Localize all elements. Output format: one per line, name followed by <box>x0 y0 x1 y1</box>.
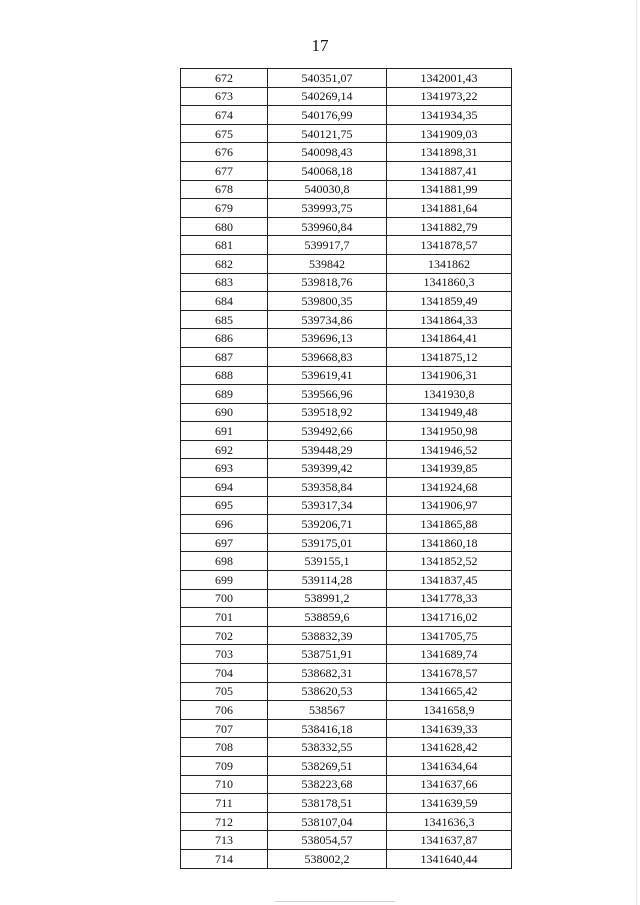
point-number-cell: 699 <box>181 571 268 590</box>
table-row <box>181 552 512 571</box>
point-number-cell: 705 <box>181 682 268 701</box>
table-row <box>181 496 512 515</box>
coordinates-table-body <box>181 69 512 869</box>
x-coordinate-cell: 540351,07 <box>268 69 387 88</box>
y-coordinate-cell: 1341637,87 <box>387 831 512 850</box>
y-coordinate-cell: 1341939,85 <box>387 459 512 478</box>
x-coordinate-cell: 539668,83 <box>268 347 387 366</box>
x-coordinate-cell: 538859,6 <box>268 608 387 627</box>
x-coordinate-cell: 538620,53 <box>268 682 387 701</box>
x-coordinate-cell: 539155,1 <box>268 552 387 571</box>
x-coordinate-cell: 538416,18 <box>268 719 387 738</box>
y-coordinate-cell: 1341887,41 <box>387 161 512 180</box>
table-row <box>181 124 512 143</box>
x-coordinate-cell: 539175,01 <box>268 533 387 552</box>
point-number-cell: 680 <box>181 217 268 236</box>
point-number-cell: 704 <box>181 664 268 683</box>
y-coordinate-cell: 1341628,42 <box>387 738 512 757</box>
table-row <box>181 273 512 292</box>
x-coordinate-cell: 539619,41 <box>268 366 387 385</box>
table-row <box>181 292 512 311</box>
page-number: 17 <box>311 36 329 55</box>
x-coordinate-cell: 540269,14 <box>268 87 387 106</box>
point-number-cell: 686 <box>181 329 268 348</box>
scan-artifact-line <box>275 901 395 902</box>
point-number-cell: 698 <box>181 552 268 571</box>
y-coordinate-cell: 1341705,75 <box>387 626 512 645</box>
point-number-cell: 691 <box>181 422 268 441</box>
y-coordinate-cell: 1342001,43 <box>387 69 512 88</box>
x-coordinate-cell: 539492,66 <box>268 422 387 441</box>
y-coordinate-cell: 1341973,22 <box>387 87 512 106</box>
point-number-cell: 714 <box>181 849 268 868</box>
x-coordinate-cell: 539399,42 <box>268 459 387 478</box>
x-coordinate-cell: 539993,75 <box>268 199 387 218</box>
point-number-cell: 708 <box>181 738 268 757</box>
point-number-cell: 701 <box>181 608 268 627</box>
y-coordinate-cell: 1341906,97 <box>387 496 512 515</box>
y-coordinate-cell: 1341634,64 <box>387 756 512 775</box>
x-coordinate-cell: 539566,96 <box>268 385 387 404</box>
table-row <box>181 143 512 162</box>
x-coordinate-cell: 538832,39 <box>268 626 387 645</box>
coordinates-table <box>180 68 512 869</box>
point-number-cell: 690 <box>181 403 268 422</box>
point-number-cell: 687 <box>181 347 268 366</box>
table-row <box>181 366 512 385</box>
table-row <box>181 533 512 552</box>
table-row <box>181 849 512 868</box>
table-row <box>181 608 512 627</box>
point-number-cell: 709 <box>181 756 268 775</box>
point-number-cell: 712 <box>181 812 268 831</box>
y-coordinate-cell: 1341881,99 <box>387 180 512 199</box>
table-row <box>181 589 512 608</box>
table-row <box>181 310 512 329</box>
table-row <box>181 161 512 180</box>
table-row <box>181 69 512 88</box>
x-coordinate-cell: 538054,57 <box>268 831 387 850</box>
point-number-cell: 692 <box>181 440 268 459</box>
y-coordinate-cell: 1341636,3 <box>387 812 512 831</box>
point-number-cell: 674 <box>181 106 268 125</box>
point-number-cell: 713 <box>181 831 268 850</box>
point-number-cell: 693 <box>181 459 268 478</box>
x-coordinate-cell: 540030,8 <box>268 180 387 199</box>
table-row <box>181 478 512 497</box>
x-coordinate-cell: 539448,29 <box>268 440 387 459</box>
y-coordinate-cell: 1341946,52 <box>387 440 512 459</box>
y-coordinate-cell: 1341860,18 <box>387 533 512 552</box>
x-coordinate-cell: 540068,18 <box>268 161 387 180</box>
point-number-cell: 672 <box>181 69 268 88</box>
point-number-cell: 696 <box>181 515 268 534</box>
x-coordinate-cell: 539842 <box>268 254 387 273</box>
point-number-cell: 679 <box>181 199 268 218</box>
table-row <box>181 626 512 645</box>
y-coordinate-cell: 1341658,9 <box>387 701 512 720</box>
y-coordinate-cell: 1341640,44 <box>387 849 512 868</box>
table-row <box>181 87 512 106</box>
x-coordinate-cell: 539358,84 <box>268 478 387 497</box>
x-coordinate-cell: 540121,75 <box>268 124 387 143</box>
x-coordinate-cell: 540098,43 <box>268 143 387 162</box>
table-row <box>181 180 512 199</box>
point-number-cell: 681 <box>181 236 268 255</box>
point-number-cell: 700 <box>181 589 268 608</box>
x-coordinate-cell: 539206,71 <box>268 515 387 534</box>
point-number-cell: 684 <box>181 292 268 311</box>
point-number-cell: 702 <box>181 626 268 645</box>
y-coordinate-cell: 1341837,45 <box>387 571 512 590</box>
x-coordinate-cell: 538223,68 <box>268 775 387 794</box>
y-coordinate-cell: 1341924,68 <box>387 478 512 497</box>
table-row <box>181 664 512 683</box>
y-coordinate-cell: 1341689,74 <box>387 645 512 664</box>
table-row <box>181 701 512 720</box>
y-coordinate-cell: 1341852,52 <box>387 552 512 571</box>
scan-edge-line <box>636 0 637 905</box>
point-number-cell: 676 <box>181 143 268 162</box>
y-coordinate-cell: 1341864,41 <box>387 329 512 348</box>
table-row <box>181 217 512 236</box>
table-row <box>181 775 512 794</box>
point-number-cell: 707 <box>181 719 268 738</box>
x-coordinate-cell: 538002,2 <box>268 849 387 868</box>
point-number-cell: 683 <box>181 273 268 292</box>
x-coordinate-cell: 538269,51 <box>268 756 387 775</box>
x-coordinate-cell: 539960,84 <box>268 217 387 236</box>
x-coordinate-cell: 538991,2 <box>268 589 387 608</box>
x-coordinate-cell: 540176,99 <box>268 106 387 125</box>
y-coordinate-cell: 1341865,88 <box>387 515 512 534</box>
table-row <box>181 403 512 422</box>
table-row <box>181 254 512 273</box>
y-coordinate-cell: 1341860,3 <box>387 273 512 292</box>
x-coordinate-cell: 539518,92 <box>268 403 387 422</box>
y-coordinate-cell: 1341934,35 <box>387 106 512 125</box>
table-row <box>181 831 512 850</box>
table-row <box>181 515 512 534</box>
y-coordinate-cell: 1341950,98 <box>387 422 512 441</box>
y-coordinate-cell: 1341864,33 <box>387 310 512 329</box>
table-row <box>181 645 512 664</box>
point-number-cell: 710 <box>181 775 268 794</box>
y-coordinate-cell: 1341882,79 <box>387 217 512 236</box>
y-coordinate-cell: 1341639,59 <box>387 794 512 813</box>
x-coordinate-cell: 539696,13 <box>268 329 387 348</box>
y-coordinate-cell: 1341949,48 <box>387 403 512 422</box>
table-row <box>181 347 512 366</box>
table-row <box>181 571 512 590</box>
table-row <box>181 236 512 255</box>
point-number-cell: 677 <box>181 161 268 180</box>
table-row <box>181 385 512 404</box>
y-coordinate-cell: 1341778,33 <box>387 589 512 608</box>
point-number-cell: 673 <box>181 87 268 106</box>
y-coordinate-cell: 1341637,66 <box>387 775 512 794</box>
x-coordinate-cell: 538107,04 <box>268 812 387 831</box>
point-number-cell: 688 <box>181 366 268 385</box>
table-row <box>181 459 512 478</box>
y-coordinate-cell: 1341909,03 <box>387 124 512 143</box>
x-coordinate-cell: 539317,34 <box>268 496 387 515</box>
table-row <box>181 199 512 218</box>
y-coordinate-cell: 1341906,31 <box>387 366 512 385</box>
point-number-cell: 675 <box>181 124 268 143</box>
point-number-cell: 685 <box>181 310 268 329</box>
y-coordinate-cell: 1341859,49 <box>387 292 512 311</box>
x-coordinate-cell: 538682,31 <box>268 664 387 683</box>
y-coordinate-cell: 1341875,12 <box>387 347 512 366</box>
y-coordinate-cell: 1341898,31 <box>387 143 512 162</box>
x-coordinate-cell: 538332,55 <box>268 738 387 757</box>
y-coordinate-cell: 1341665,42 <box>387 682 512 701</box>
y-coordinate-cell: 1341639,33 <box>387 719 512 738</box>
y-coordinate-cell: 1341930,8 <box>387 385 512 404</box>
x-coordinate-cell: 539114,28 <box>268 571 387 590</box>
point-number-cell: 711 <box>181 794 268 813</box>
y-coordinate-cell: 1341878,57 <box>387 236 512 255</box>
x-coordinate-cell: 538751,91 <box>268 645 387 664</box>
x-coordinate-cell: 539917,7 <box>268 236 387 255</box>
table-row <box>181 719 512 738</box>
point-number-cell: 689 <box>181 385 268 404</box>
x-coordinate-cell: 539818,76 <box>268 273 387 292</box>
y-coordinate-cell: 1341716,02 <box>387 608 512 627</box>
table-row <box>181 794 512 813</box>
point-number-cell: 706 <box>181 701 268 720</box>
point-number-cell: 697 <box>181 533 268 552</box>
point-number-cell: 682 <box>181 254 268 273</box>
table-row <box>181 682 512 701</box>
point-number-cell: 678 <box>181 180 268 199</box>
table-row <box>181 738 512 757</box>
x-coordinate-cell: 538178,51 <box>268 794 387 813</box>
point-number-cell: 695 <box>181 496 268 515</box>
table-row <box>181 440 512 459</box>
x-coordinate-cell: 539734,86 <box>268 310 387 329</box>
x-coordinate-cell: 539800,35 <box>268 292 387 311</box>
table-row <box>181 756 512 775</box>
y-coordinate-cell: 1341678,57 <box>387 664 512 683</box>
table-row <box>181 106 512 125</box>
y-coordinate-cell: 1341881,64 <box>387 199 512 218</box>
x-coordinate-cell: 538567 <box>268 701 387 720</box>
point-number-cell: 694 <box>181 478 268 497</box>
table-row <box>181 329 512 348</box>
y-coordinate-cell: 1341862 <box>387 254 512 273</box>
table-row <box>181 422 512 441</box>
table-row <box>181 812 512 831</box>
point-number-cell: 703 <box>181 645 268 664</box>
